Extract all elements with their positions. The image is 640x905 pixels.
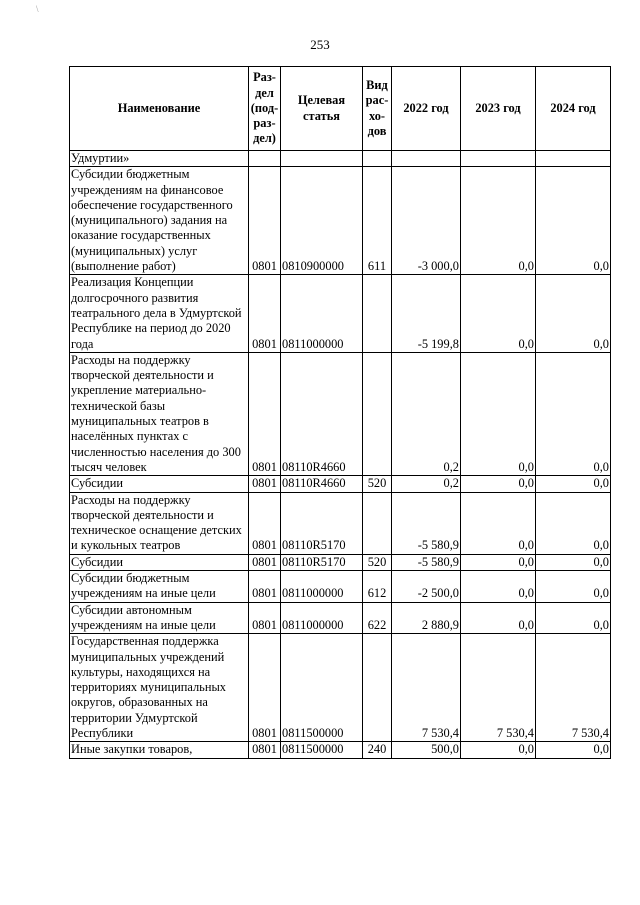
row-expense-type (363, 151, 392, 167)
row-value-2024: 0,0 (536, 492, 611, 554)
row-expense-type: 622 (363, 602, 392, 634)
row-expense-type: 612 (363, 571, 392, 603)
row-target: 0811000000 (281, 275, 363, 352)
row-target: 08110R5170 (281, 554, 363, 570)
row-target: 0810900000 (281, 167, 363, 275)
table-row (70, 167, 611, 275)
row-expense-type: 520 (363, 476, 392, 492)
row-name: Реализация Концепции долгосрочного развития театрального дела в Удмуртской Республике на период до 2020 года (70, 275, 249, 352)
row-target: 08110R4660 (281, 352, 363, 475)
table-row (70, 602, 611, 634)
row-name: Удмуртии» (70, 151, 249, 167)
row-section: 0801 (249, 742, 281, 758)
row-target: 0811500000 (281, 634, 363, 742)
header-target: Целевая статья (281, 67, 363, 151)
budget-table (69, 66, 611, 759)
row-target: 08110R5170 (281, 492, 363, 554)
header-name: Наименование (70, 67, 249, 151)
page-number: 253 (310, 37, 330, 52)
row-section: 0801 (249, 571, 281, 603)
row-value-2022: -3 000,0 (392, 167, 461, 275)
row-section: 0801 (249, 634, 281, 742)
row-name: Государственная поддержка муниципальных учреждений культуры, находящихся на территориях муниципальных округов, образованных на территории Удмуртской Республики (70, 634, 249, 742)
header-section: Раз- дел (под- раз- дел) (249, 67, 281, 151)
row-value-2022: 2 880,9 (392, 602, 461, 634)
row-name: Расходы на поддержку творческой деятельности и техническое оснащение детских и кукольных театров (70, 492, 249, 554)
row-section: 0801 (249, 167, 281, 275)
row-value-2024 (536, 151, 611, 167)
row-value-2023: 0,0 (461, 554, 536, 570)
row-value-2023: 0,0 (461, 167, 536, 275)
table-row (70, 492, 611, 554)
scan-mark: \ (36, 4, 39, 14)
row-value-2024: 0,0 (536, 571, 611, 603)
row-name: Субсидии (70, 476, 249, 492)
row-expense-type (363, 352, 392, 475)
row-value-2022: -5 580,9 (392, 554, 461, 570)
row-name: Субсидии бюджетным учреждениям на иные цели (70, 571, 249, 603)
row-expense-type: 240 (363, 742, 392, 758)
row-value-2022: 0,2 (392, 476, 461, 492)
row-value-2023: 0,0 (461, 492, 536, 554)
row-expense-type: 611 (363, 167, 392, 275)
table-row (70, 275, 611, 352)
row-name: Расходы на поддержку творческой деятельности и укрепление материально-технической базы муниципальных театров в населённых пунктах с численностью населения до 300 тысяч человек (70, 352, 249, 475)
table-header-row (70, 67, 611, 151)
row-value-2022: -5 580,9 (392, 492, 461, 554)
row-target: 08110R4660 (281, 476, 363, 492)
header-year-2024: 2024 год (536, 67, 611, 151)
header-year-2022: 2022 год (392, 67, 461, 151)
row-value-2022: 500,0 (392, 742, 461, 758)
row-value-2023: 0,0 (461, 275, 536, 352)
table-row (70, 352, 611, 475)
row-value-2023: 0,0 (461, 602, 536, 634)
row-value-2022: -2 500,0 (392, 571, 461, 603)
row-target (281, 151, 363, 167)
row-section: 0801 (249, 352, 281, 475)
header-expense-type: Вид рас- хо- дов (363, 67, 392, 151)
row-target: 0811500000 (281, 742, 363, 758)
row-value-2024: 0,0 (536, 476, 611, 492)
row-value-2024: 0,0 (536, 742, 611, 758)
row-expense-type: 520 (363, 554, 392, 570)
row-expense-type (363, 492, 392, 554)
row-value-2024: 0,0 (536, 352, 611, 475)
row-section (249, 151, 281, 167)
row-name: Субсидии бюджетным учреждениям на финансовое обеспечение государственного (муниципального) задания на оказание государственных (муниципальных) услуг (выполнение работ) (70, 167, 249, 275)
row-value-2024: 0,0 (536, 554, 611, 570)
table-row (70, 634, 611, 742)
row-value-2024: 0,0 (536, 602, 611, 634)
row-expense-type (363, 275, 392, 352)
table-row (70, 476, 611, 492)
row-value-2023: 0,0 (461, 352, 536, 475)
row-value-2023: 0,0 (461, 476, 536, 492)
row-value-2022: 0,2 (392, 352, 461, 475)
header-year-2023: 2023 год (461, 67, 536, 151)
row-value-2024: 0,0 (536, 275, 611, 352)
row-section: 0801 (249, 275, 281, 352)
row-section: 0801 (249, 492, 281, 554)
row-value-2023 (461, 151, 536, 167)
row-target: 0811000000 (281, 602, 363, 634)
row-section: 0801 (249, 602, 281, 634)
row-value-2022 (392, 151, 461, 167)
row-section: 0801 (249, 554, 281, 570)
row-value-2022: 7 530,4 (392, 634, 461, 742)
row-value-2022: -5 199,8 (392, 275, 461, 352)
table-row (70, 151, 611, 167)
table-row (70, 742, 611, 758)
row-value-2023: 0,0 (461, 571, 536, 603)
row-value-2023: 0,0 (461, 742, 536, 758)
row-expense-type (363, 634, 392, 742)
row-value-2023: 7 530,4 (461, 634, 536, 742)
row-value-2024: 7 530,4 (536, 634, 611, 742)
row-value-2024: 0,0 (536, 167, 611, 275)
row-target: 0811000000 (281, 571, 363, 603)
table-row (70, 571, 611, 603)
table-row (70, 554, 611, 570)
row-name: Субсидии (70, 554, 249, 570)
row-section: 0801 (249, 476, 281, 492)
row-name: Иные закупки товаров, (70, 742, 249, 758)
row-name: Субсидии автономным учреждениям на иные цели (70, 602, 249, 634)
